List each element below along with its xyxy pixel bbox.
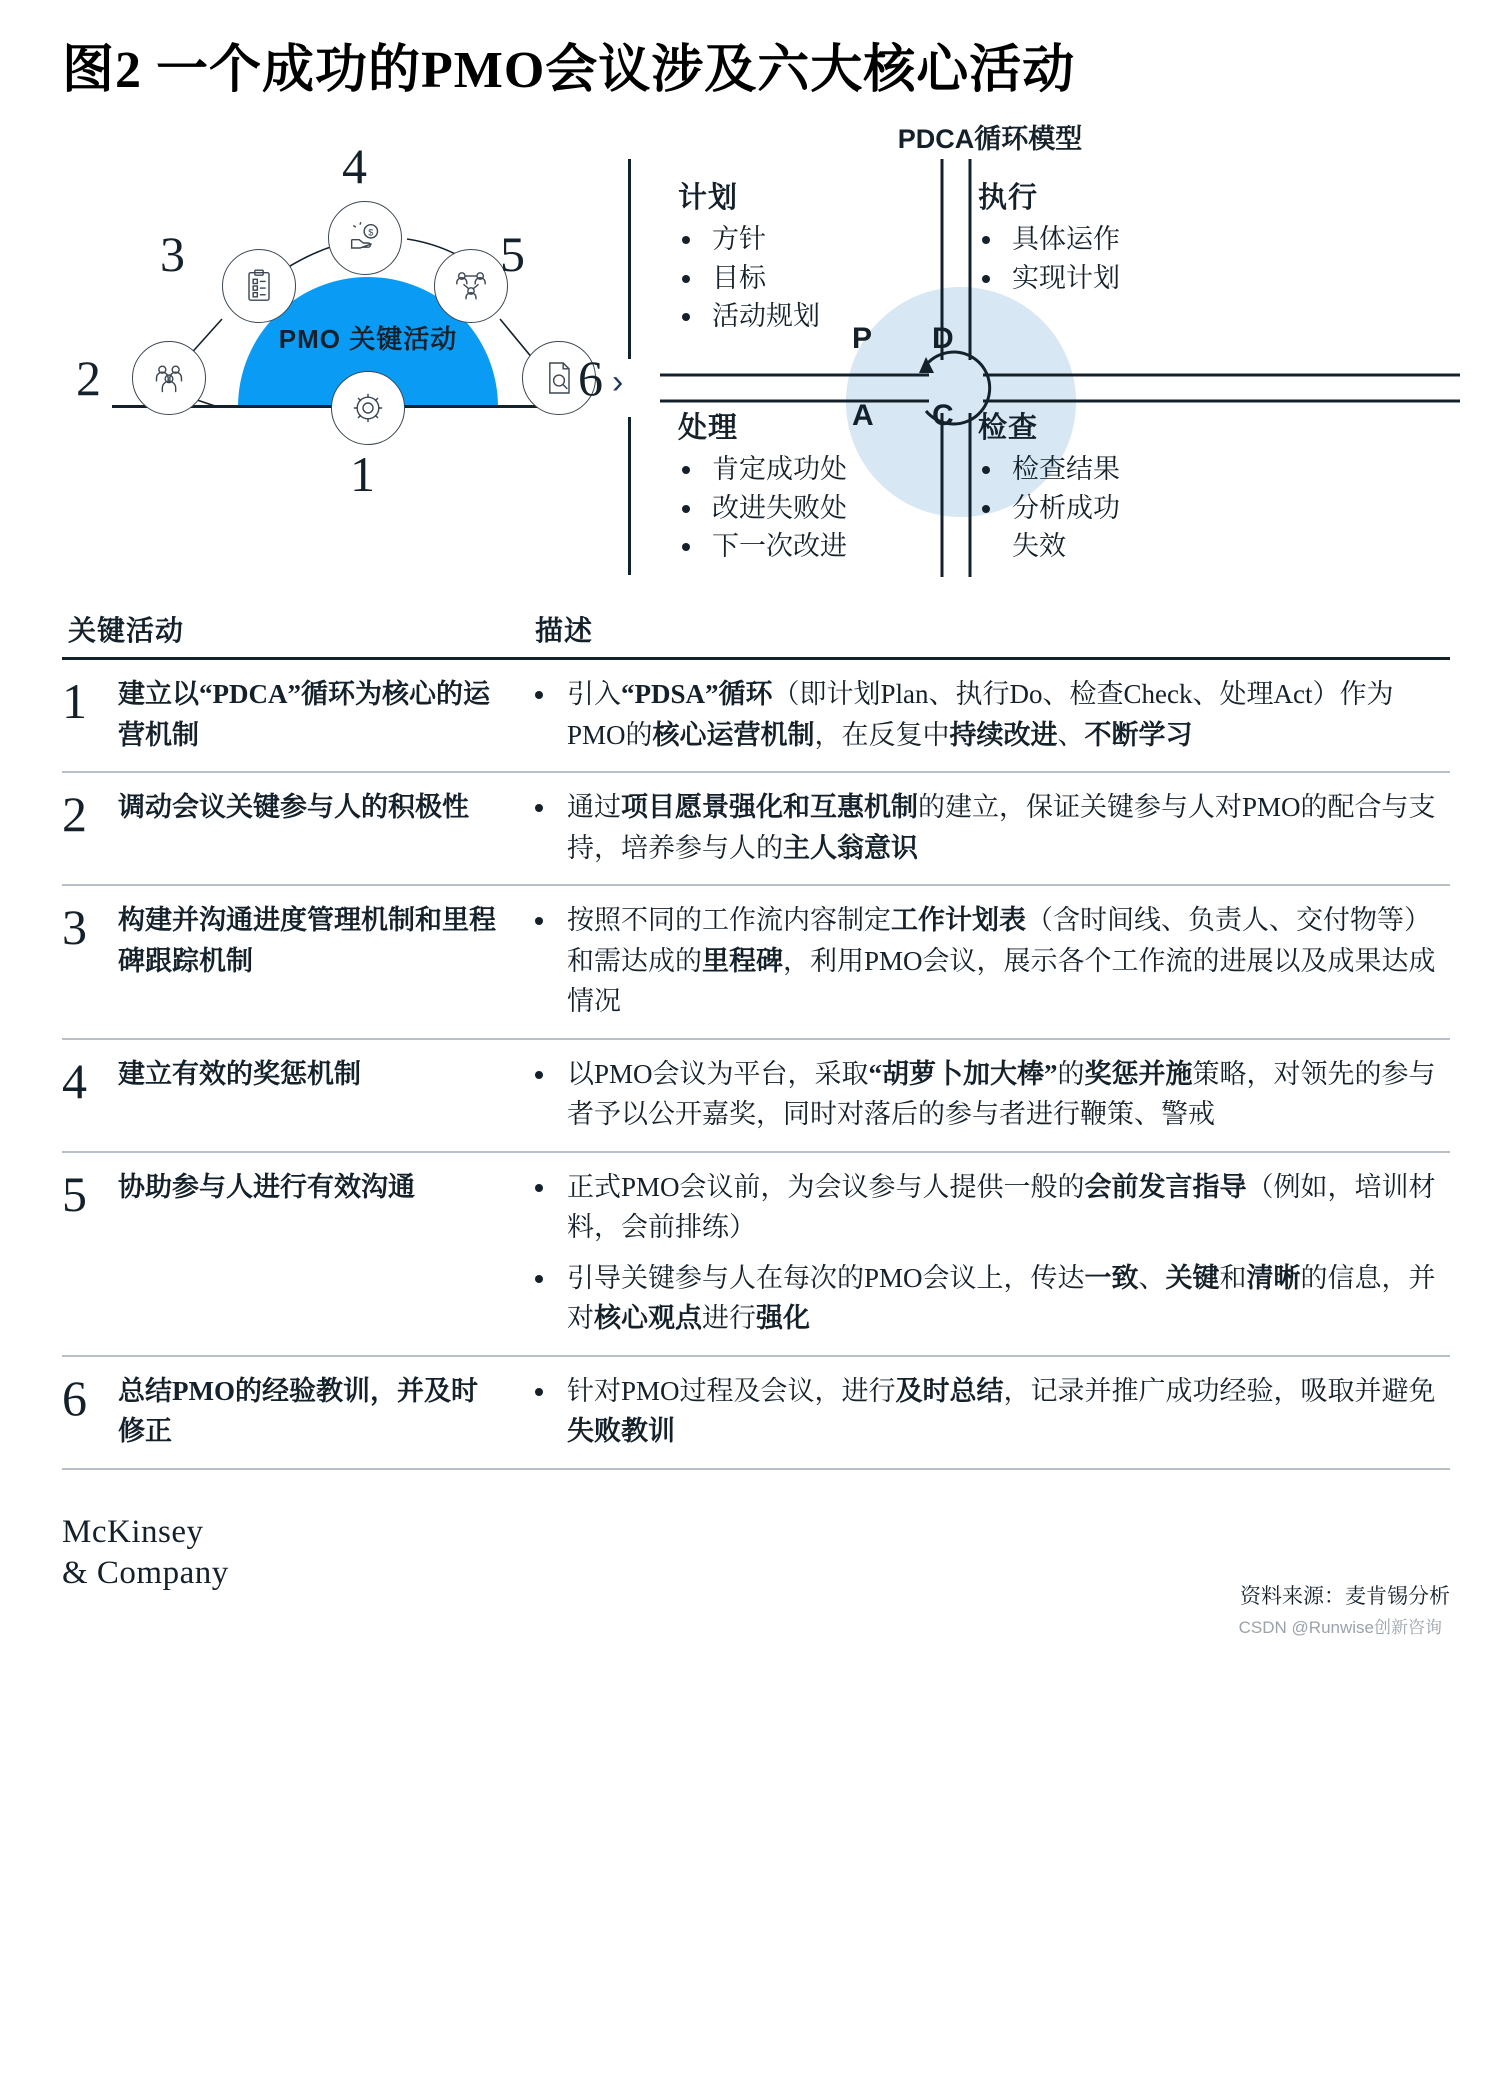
brand-line-1: McKinsey bbox=[62, 1513, 204, 1550]
row-index: 1 bbox=[62, 673, 87, 730]
node-number-5: 5 bbox=[500, 226, 525, 283]
table-body bbox=[62, 660, 1450, 1470]
row-index: 5 bbox=[62, 1165, 87, 1222]
quadrant-list bbox=[678, 220, 820, 335]
row-description bbox=[517, 1371, 1450, 1452]
node-number-4: 4 bbox=[342, 138, 367, 195]
quadrant-list bbox=[678, 450, 847, 565]
quadrant-list bbox=[978, 450, 1120, 565]
pdca-quadrant-plan bbox=[678, 175, 820, 335]
description-list bbox=[521, 900, 1450, 1022]
divider-line-bottom bbox=[628, 417, 631, 575]
row-activity: 总结PMO的经验教训，并及时修正 bbox=[118, 1375, 478, 1447]
description-bullet: 以PMO会议为平台，采取“胡萝卜加大棒”的奖惩并施策略，对领先的参与者予以公开嘉奖，同时对落后的参与者进行鞭策、警戒 bbox=[521, 1054, 1450, 1135]
quadrant-list bbox=[978, 220, 1120, 297]
row-description bbox=[517, 787, 1450, 868]
pdca-cycle-diagram bbox=[660, 117, 1460, 577]
row-activity: 建立有效的奖惩机制 bbox=[118, 1058, 361, 1089]
description-list bbox=[521, 1167, 1450, 1339]
list-item: 实现计划 bbox=[978, 259, 1120, 297]
row-index: 2 bbox=[62, 786, 87, 843]
pdca-quadrant-check bbox=[978, 405, 1120, 565]
watermark: CSDN @Runwise创新咨询 bbox=[1238, 1617, 1442, 1637]
pdca-quadrant-do bbox=[978, 175, 1120, 297]
row-activity: 协助参与人进行有效沟通 bbox=[118, 1171, 415, 1202]
description-bullet: 引导关键参与人在每次的PMO会议上，传达一致、关键和清晰的信息，并对核心观点进行强化 bbox=[521, 1258, 1450, 1339]
row-index: 4 bbox=[62, 1052, 87, 1109]
pdca-letter-p: P bbox=[852, 322, 873, 356]
description-list bbox=[521, 1371, 1450, 1452]
hand-coin-icon bbox=[345, 218, 385, 258]
row-index: 6 bbox=[62, 1369, 87, 1426]
description-bullet: 通过项目愿景强化和互惠机制的建立，保证关键参与人对PMO的配合与支持，培养参与人的主人翁意识 bbox=[521, 787, 1450, 868]
row-activity: 构建并沟通进度管理机制和里程碑跟踪机制 bbox=[118, 905, 496, 976]
node-number-3: 3 bbox=[160, 226, 185, 283]
description-list bbox=[521, 787, 1450, 868]
node-1-gear[interactable] bbox=[331, 371, 405, 445]
quadrant-heading: 检查 bbox=[978, 412, 1039, 445]
list-item: 改进失败处 bbox=[678, 489, 847, 527]
divider-line-top bbox=[628, 159, 631, 359]
visual-band bbox=[0, 117, 1512, 587]
node-4-hand-coin[interactable] bbox=[328, 201, 402, 275]
page-footer bbox=[62, 1512, 1450, 1637]
source-note: 资料来源：麦肯锡分析 bbox=[1240, 1583, 1450, 1608]
list-item: 下一次改进 bbox=[678, 527, 847, 565]
column-header-description: 描述 bbox=[535, 616, 594, 648]
description-bullet: 针对PMO过程及会议，进行及时总结，记录并推广成功经验，吸取并避免失败教训 bbox=[521, 1371, 1450, 1452]
list-item: 活动规划 bbox=[678, 297, 820, 335]
list-item: 检查结果 bbox=[978, 450, 1120, 488]
document-search-icon bbox=[539, 358, 579, 398]
pdca-letter-d: D bbox=[932, 322, 954, 356]
row-description bbox=[517, 674, 1450, 755]
quadrant-heading: 计划 bbox=[678, 182, 739, 215]
svg-text:$: $ bbox=[368, 227, 374, 238]
node-2-two-people[interactable] bbox=[132, 341, 206, 415]
table-row bbox=[62, 773, 1450, 884]
pdca-title: PDCA循环模型 bbox=[897, 124, 1083, 155]
team-network-icon bbox=[451, 266, 491, 306]
node-3-clipboard[interactable] bbox=[222, 249, 296, 323]
list-item-continuation: 失效 bbox=[1012, 530, 1066, 561]
table-header-row bbox=[62, 609, 1450, 657]
description-list bbox=[521, 1054, 1450, 1135]
clipboard-checklist-icon bbox=[239, 266, 279, 306]
pdca-letter-c: C bbox=[932, 399, 954, 433]
table-row bbox=[62, 660, 1450, 771]
list-item: 肯定成功处 bbox=[678, 450, 847, 488]
description-list bbox=[521, 674, 1450, 755]
brand-line-2: & Company bbox=[62, 1554, 229, 1591]
description-bullet: 按照不同的工作流内容制定工作计划表（含时间线、负责人、交付物等）和需达成的里程碑，利用PMO会议，展示各个工作流的进展以及成果达成情况 bbox=[521, 900, 1450, 1022]
list-item: 目标 bbox=[678, 259, 820, 297]
key-activities-table bbox=[62, 609, 1450, 1470]
table-row bbox=[62, 886, 1450, 1038]
row-activity: 建立以“PDCA”循环为核心的运营机制 bbox=[118, 679, 490, 750]
description-bullet: 引入“PDSA”循环（即计划Plan、执行Do、检查Check、处理Act）作为PMO的核心运营机制，在反复中持续改进、不断学习 bbox=[521, 674, 1450, 755]
node-5-team-network[interactable] bbox=[434, 249, 508, 323]
quadrant-heading: 处理 bbox=[678, 412, 739, 445]
diagram-center-label: PMO 关键活动 bbox=[278, 324, 458, 355]
page-title: 图2 一个成功的PMO会议涉及六大核心活动 bbox=[62, 42, 1076, 99]
pdca-letter-a: A bbox=[852, 399, 874, 433]
list-item: 分析成功 bbox=[978, 489, 1120, 527]
chevron-right-icon: › bbox=[612, 363, 624, 402]
table-row bbox=[62, 1153, 1450, 1355]
row-activity: 调动会议关键参与人的积极性 bbox=[118, 792, 469, 823]
quadrant-heading: 执行 bbox=[978, 182, 1039, 215]
column-header-activity: 关键活动 bbox=[68, 616, 185, 648]
row-index: 3 bbox=[62, 899, 87, 956]
table-row bbox=[62, 1040, 1450, 1151]
node-number-2: 2 bbox=[76, 350, 101, 407]
description-bullet: 正式PMO会议前，为会议参与人提供一般的会前发言指导（例如，培训材料，会前排练） bbox=[521, 1167, 1450, 1248]
node-number-1: 1 bbox=[350, 446, 375, 503]
node-number-6: 6 bbox=[578, 350, 603, 407]
pdca-quadrant-act bbox=[678, 405, 847, 565]
row-description bbox=[517, 1167, 1450, 1339]
pmo-key-activities-diagram bbox=[70, 127, 603, 567]
gear-icon bbox=[348, 388, 388, 428]
row-description bbox=[517, 900, 1450, 1022]
two-people-icon bbox=[149, 358, 189, 398]
row-description bbox=[517, 1054, 1450, 1135]
table-row bbox=[62, 1357, 1450, 1468]
row-divider bbox=[62, 1468, 1450, 1470]
list-item: 具体运作 bbox=[978, 220, 1120, 258]
list-item: 方针 bbox=[678, 220, 820, 258]
